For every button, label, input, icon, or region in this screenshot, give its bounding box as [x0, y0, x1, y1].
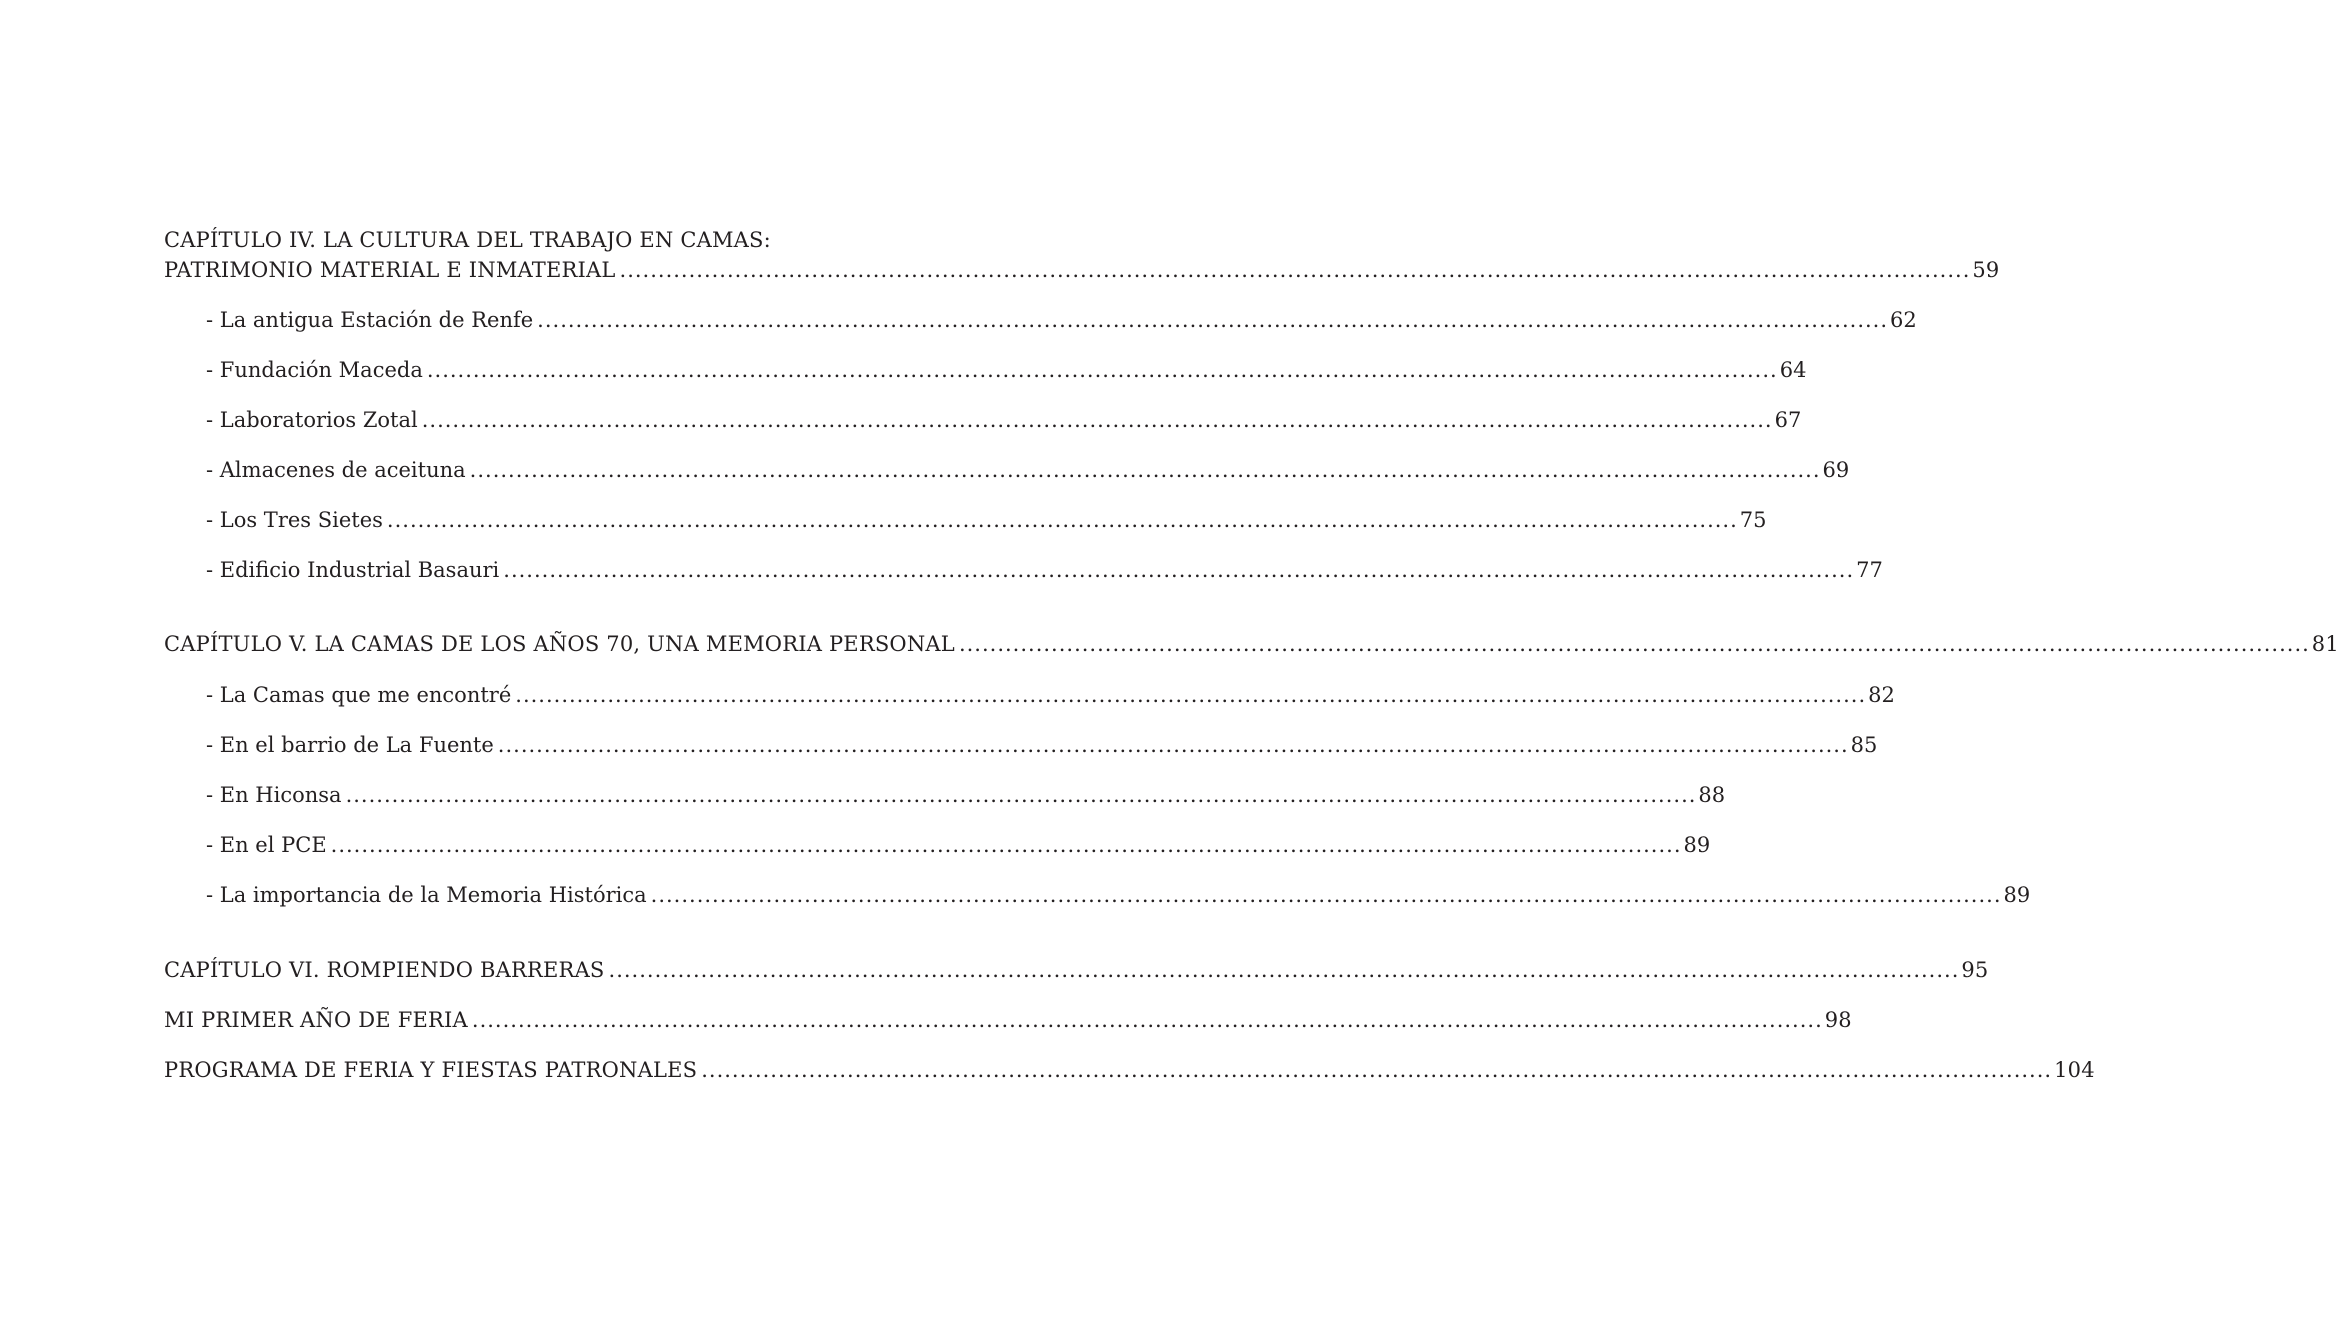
- toc-item: [206, 406, 1802, 434]
- chapter-title: MI PRIMER AÑO DE FERIA: [164, 1008, 468, 1032]
- dot-leader: ................................................................................................................................................................................: [471, 1008, 1823, 1032]
- page-number: 81: [2311, 632, 2339, 656]
- chapter-5-entry: [164, 630, 2339, 658]
- page-number: 98: [1824, 1008, 1852, 1032]
- toc-item: [206, 356, 1807, 384]
- dot-leader: ................................................................................................................................................................................: [426, 358, 1778, 382]
- page-number: 89: [2003, 883, 2031, 907]
- dot-leader: ................................................................................................................................................................................: [619, 258, 1971, 282]
- toc-item: [206, 556, 1883, 584]
- dot-leader: ................................................................................................................................................................................: [608, 958, 1960, 982]
- page-number: 67: [1774, 408, 1802, 432]
- toc-item-label: - Edificio Industrial Basauri: [206, 558, 500, 582]
- dot-leader: ................................................................................................................................................................................: [537, 308, 1889, 332]
- page-number: 69: [1822, 458, 1850, 482]
- page-number: 77: [1856, 558, 1883, 582]
- toc-item: [206, 681, 1895, 709]
- toc-item-label: - En Hiconsa: [206, 783, 342, 807]
- chapter-title: PROGRAMA DE FERIA Y FIESTAS PATRONALES: [164, 1058, 698, 1082]
- chapter-title: PATRIMONIO MATERIAL E INMATERIAL: [164, 258, 616, 282]
- toc-item-label: - Fundación Maceda: [206, 358, 423, 382]
- toc-item-label: - En el PCE: [206, 833, 327, 857]
- page-number: 75: [1739, 508, 1767, 532]
- dot-leader: ................................................................................................................................................................................: [701, 1058, 2053, 1082]
- toc-item: [206, 506, 1767, 534]
- dot-leader: ................................................................................................................................................................................: [497, 733, 1849, 757]
- toc-item-label: - En el barrio de La Fuente: [206, 733, 494, 757]
- toc-item: [206, 781, 1726, 809]
- toc-item: [206, 831, 1711, 859]
- dot-leader: ................................................................................................................................................................................: [650, 883, 2002, 907]
- toc-item-label: - Laboratorios Zotal: [206, 408, 418, 432]
- chapter-title: CAPÍTULO IV. LA CULTURA DEL TRABAJO EN CAMAS:: [164, 228, 771, 252]
- dot-leader: ................................................................................................................................................................................: [515, 683, 1867, 707]
- toc-item-label: - Los Tres Sietes: [206, 508, 383, 532]
- toc-item: [206, 881, 2031, 909]
- page-number: 88: [1698, 783, 1726, 807]
- chapter-title: CAPÍTULO V. LA CAMAS DE LOS AÑOS 70, UNA MEMORIA PERSONAL: [164, 632, 955, 656]
- page-number: 64: [1779, 358, 1807, 382]
- dot-leader: ................................................................................................................................................................................: [503, 558, 1855, 582]
- toc-item: [206, 731, 1878, 759]
- page-number: 82: [1868, 683, 1895, 707]
- page-number: 62: [1890, 308, 1917, 332]
- feria-entry: [164, 1006, 1852, 1034]
- toc-item-label: - La importancia de la Memoria Histórica: [206, 883, 647, 907]
- page-number: 59: [1972, 258, 2000, 282]
- chapter-title: CAPÍTULO VI. ROMPIENDO BARRERAS: [164, 958, 605, 982]
- dot-leader: ................................................................................................................................................................................: [469, 458, 1821, 482]
- dot-leader: ................................................................................................................................................................................: [345, 783, 1697, 807]
- page-number: 104: [2054, 1058, 2095, 1082]
- page-number: 85: [1850, 733, 1878, 757]
- dot-leader: ................................................................................................................................................................................: [330, 833, 1682, 857]
- programa-entry: [164, 1056, 2095, 1084]
- chapter-4-entry: [164, 256, 2000, 284]
- page-number: 95: [1961, 958, 1989, 982]
- chapter-4-title-line-1: [0, 226, 1481, 254]
- toc-item-label: - Almacenes de aceituna: [206, 458, 466, 482]
- toc-item-label: - La Camas que me encontré: [206, 683, 512, 707]
- toc-item: [206, 306, 1917, 334]
- page-number: 89: [1683, 833, 1711, 857]
- toc-item-label: - La antigua Estación de Renfe: [206, 308, 534, 332]
- dot-leader: ................................................................................................................................................................................: [958, 632, 2310, 656]
- dot-leader: ................................................................................................................................................................................: [386, 508, 1738, 532]
- dot-leader: ................................................................................................................................................................................: [421, 408, 1773, 432]
- toc-item: [206, 456, 1850, 484]
- chapter-6-entry: [164, 956, 1989, 984]
